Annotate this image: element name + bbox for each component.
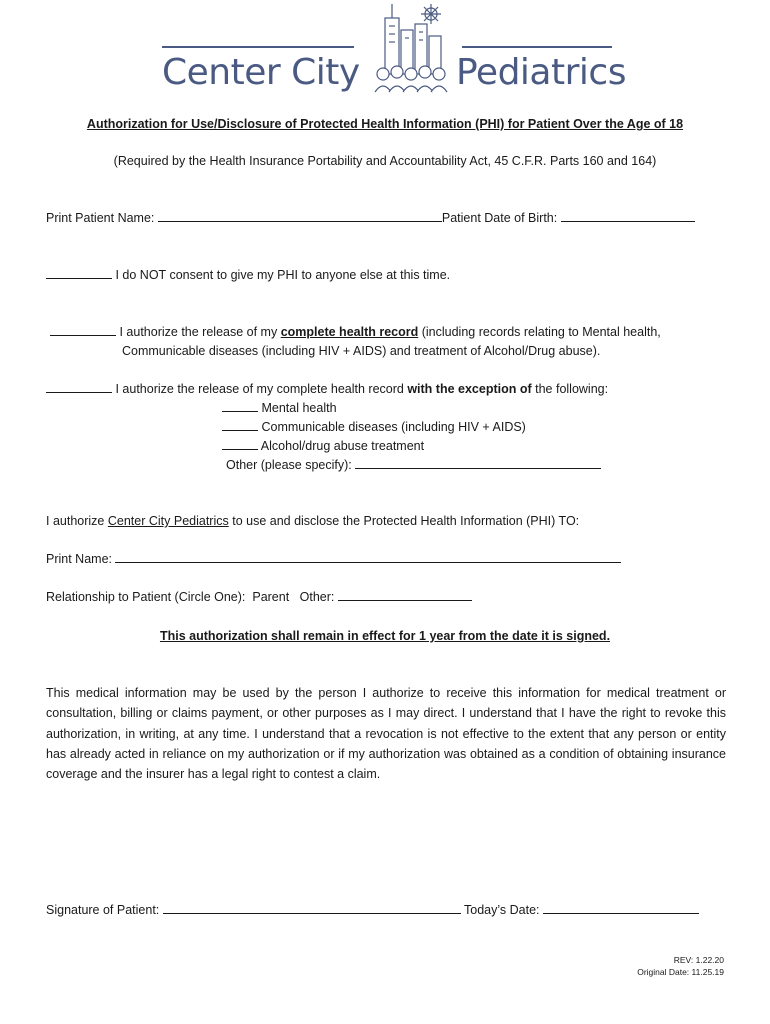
effect-notice: This authorization shall remain in effect for 1 year from the date it is signed. xyxy=(159,629,611,643)
complete-record-text-post: (including records relating to Mental health, xyxy=(421,325,661,339)
relationship-label: Relationship to Patient (Circle One): xyxy=(46,590,246,604)
no-consent-text: I do NOT consent to give my PHI to anyone else at this time. xyxy=(115,268,451,282)
exception-emphasis: with the exception of xyxy=(407,382,532,396)
logo xyxy=(160,0,626,100)
option-complete-record xyxy=(50,323,661,341)
signature-label: Signature of Patient: xyxy=(46,903,160,917)
exception-other-field[interactable] xyxy=(355,456,601,469)
exception-alcohol-label: Alcohol/drug abuse treatment xyxy=(260,439,425,453)
logo-rule-right xyxy=(462,46,612,48)
relationship-row xyxy=(46,588,472,606)
exception-text-post: the following: xyxy=(535,382,609,396)
date-label: Today’s Date: xyxy=(464,903,540,917)
complete-record-text-pre: I authorize the release of my xyxy=(119,325,278,339)
complete-record-emphasis: complete health record xyxy=(280,325,419,339)
patient-name-label: Print Patient Name: xyxy=(46,211,155,225)
print-name-row xyxy=(46,550,621,568)
exception-other-label: Other (please specify): xyxy=(226,458,352,472)
no-consent-initials-field[interactable] xyxy=(46,266,112,279)
exception-initials-field[interactable] xyxy=(46,380,112,393)
relationship-parent-option[interactable]: Parent xyxy=(252,590,290,604)
exception-text-pre: I authorize the release of my complete health record xyxy=(115,382,404,396)
revision-number: REV: 1.22.20 xyxy=(673,955,724,965)
print-name-label: Print Name: xyxy=(46,552,112,566)
exception-communicable-field[interactable] xyxy=(222,418,258,431)
signature-field[interactable] xyxy=(163,901,461,914)
exception-communicable-label: Communicable diseases (including HIV + AIDS) xyxy=(261,420,526,434)
form-subtitle: (Required by the Health Insurance Portability and Accountability Act, 45 C.F.R. Parts 160 and 164) xyxy=(113,154,657,168)
form-title: Authorization for Use/Disclosure of Protected Health Information (PHI) for Patient Over the Age of 18 xyxy=(86,117,684,131)
authorize-text-pre: I authorize xyxy=(46,514,105,528)
option-with-exception xyxy=(46,380,608,398)
patient-info-row xyxy=(46,209,695,227)
logo-text-right: Pediatrics xyxy=(456,52,626,93)
date-field[interactable] xyxy=(543,901,699,914)
city-skyline-icon xyxy=(365,0,460,95)
patient-dob-label: Patient Date of Birth: xyxy=(441,211,558,225)
complete-record-initials-field[interactable] xyxy=(50,323,116,336)
option-no-consent xyxy=(46,266,450,284)
revision-info xyxy=(637,954,724,978)
disclosure-paragraph: This medical information may be used by the person I authorize to receive this information for medical treatment or consultation, billing or claims payment, or other purposes as I may direct. I understand that I have the right to revoke this authorization, in writing, at any time. I understand that a revocation is not effective to the extent that any person or entity has already acted in reliance on my authorization or if my authorization was obtained as a condition of obtaining insurance coverage and the insurer has a legal right to contest a claim. xyxy=(46,686,726,782)
relationship-other-field[interactable] xyxy=(338,588,472,601)
patient-dob-field[interactable] xyxy=(561,209,695,222)
exception-communicable-row xyxy=(222,418,526,436)
exception-mental-label: Mental health xyxy=(261,401,337,415)
relationship-other-label: Other: xyxy=(299,590,335,604)
authorize-statement xyxy=(46,512,579,530)
signature-row xyxy=(46,901,699,919)
original-date: Original Date: 11.25.19 xyxy=(637,967,724,977)
exception-alcohol-row xyxy=(222,437,424,455)
logo-text-left: Center City xyxy=(162,52,360,93)
patient-name-field[interactable] xyxy=(158,209,442,222)
exception-mental-row xyxy=(222,399,337,417)
exception-other-row xyxy=(226,456,601,474)
exception-mental-field[interactable] xyxy=(222,399,258,412)
authorize-org-name: Center City Pediatrics xyxy=(107,514,229,528)
exception-alcohol-field[interactable] xyxy=(222,437,258,450)
print-name-field[interactable] xyxy=(115,550,621,563)
complete-record-line2: Communicable diseases (including HIV + AIDS) and treatment of Alcohol/Drug abuse). xyxy=(122,344,601,358)
authorize-text-post: to use and disclose the Protected Health Information (PHI) TO: xyxy=(232,514,580,528)
logo-rule-left xyxy=(162,46,354,48)
